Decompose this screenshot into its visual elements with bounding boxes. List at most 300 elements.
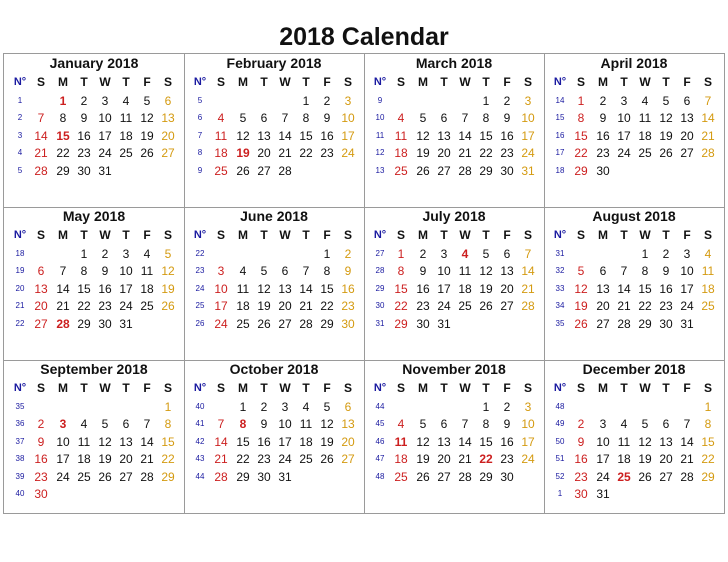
day-cell: 8 <box>704 417 712 432</box>
day-cell: 10 <box>341 111 355 126</box>
week-number: 36 <box>15 419 25 429</box>
day-cell: 8 <box>239 417 247 432</box>
day-cell: 31 <box>98 163 112 178</box>
weekday-label: S <box>163 381 172 395</box>
week-row <box>184 162 364 179</box>
week-number: 39 <box>15 471 25 481</box>
day-cell: 14 <box>140 434 154 449</box>
day-cell: 12 <box>257 281 271 296</box>
week-number: 2 <box>17 113 23 123</box>
day-cell: 18 <box>119 128 133 143</box>
day-cell: 11 <box>394 128 408 143</box>
week-row <box>4 450 184 467</box>
month-block <box>184 207 364 360</box>
day-cell: 20 <box>257 146 271 161</box>
day-cell: 20 <box>278 299 292 314</box>
week-number: 52 <box>555 471 565 481</box>
weekday-label: S <box>523 381 532 395</box>
day-cell: 5 <box>577 264 585 279</box>
month-block <box>364 54 544 207</box>
day-cell: 5 <box>143 94 151 108</box>
day-cell: 24 <box>278 452 292 467</box>
week-number: 25 <box>195 301 205 311</box>
day-cell: 15 <box>161 434 175 449</box>
weekday-header <box>4 73 184 91</box>
week-number: 17 <box>555 148 565 158</box>
weekday-label: T <box>302 381 310 395</box>
day-cell: 5 <box>482 247 490 261</box>
day-cell: 9 <box>503 417 511 432</box>
day-cell: 8 <box>59 111 67 126</box>
week-number: 1 <box>557 489 563 498</box>
day-cell: 3 <box>101 94 109 108</box>
weekday-label: T <box>620 75 628 89</box>
week-number: 20 <box>15 283 25 293</box>
day-cell: 18 <box>638 128 652 143</box>
week-row <box>364 297 544 314</box>
day-cell: 25 <box>140 299 154 314</box>
day-cell: 6 <box>503 247 511 261</box>
day-cell: 9 <box>80 111 88 126</box>
month-block <box>184 54 364 207</box>
day-cell: 2 <box>323 94 331 108</box>
day-cell: 9 <box>599 111 607 126</box>
weekday-header <box>364 379 544 397</box>
week-number: 11 <box>375 130 385 140</box>
week-number: 29 <box>375 283 385 293</box>
week-row <box>4 127 184 144</box>
week-number: 30 <box>375 301 385 311</box>
day-cell: 3 <box>440 247 448 261</box>
day-cell: 19 <box>161 281 175 296</box>
day-cell: 9 <box>37 434 45 449</box>
month-title: February 2018 <box>226 55 322 71</box>
day-cell: 19 <box>416 146 430 161</box>
weekday-header <box>544 379 724 397</box>
weekday-label: S <box>703 228 712 242</box>
weekday-header <box>544 226 724 244</box>
day-cell: 23 <box>34 469 48 484</box>
week-row <box>364 127 544 144</box>
day-cell: 12 <box>416 434 430 449</box>
day-cell: 3 <box>524 94 532 108</box>
day-cell: 27 <box>119 469 133 484</box>
day-cell: 4 <box>239 264 247 279</box>
day-cell: 22 <box>638 299 652 314</box>
week-row <box>184 127 364 144</box>
week-number: 5 <box>17 165 23 175</box>
day-cell: 22 <box>479 452 493 467</box>
day-cell: 25 <box>236 316 250 331</box>
week-number: 9 <box>197 165 203 175</box>
day-cell: 4 <box>122 94 130 108</box>
day-cell: 29 <box>320 316 334 331</box>
day-cell: 30 <box>596 163 610 178</box>
day-cell: 29 <box>638 316 652 331</box>
day-cell: 17 <box>437 281 451 296</box>
day-cell: 4 <box>620 417 628 432</box>
week-number: 45 <box>375 419 385 429</box>
day-cell: 17 <box>521 434 535 449</box>
weekday-label: S <box>36 75 45 89</box>
day-cell: 3 <box>281 400 289 414</box>
day-cell: 1 <box>577 94 585 108</box>
week-number-header: N° <box>553 382 567 394</box>
day-cell: 14 <box>701 111 715 126</box>
day-cell: 14 <box>299 281 313 296</box>
weekday-header <box>184 226 364 244</box>
week-number: 4 <box>17 148 23 158</box>
month-block <box>544 54 724 207</box>
week-number: 48 <box>375 471 385 481</box>
weekday-label: W <box>279 75 291 89</box>
week-row <box>4 297 184 314</box>
day-cell: 5 <box>239 111 247 126</box>
day-cell: 13 <box>680 111 694 126</box>
week-number: 22 <box>15 318 25 328</box>
day-cell: 28 <box>617 316 631 331</box>
day-cell: 22 <box>574 146 588 161</box>
week-row <box>4 485 184 502</box>
day-cell: 25 <box>617 469 631 484</box>
day-cell: 29 <box>479 469 493 484</box>
day-cell: 8 <box>397 264 405 279</box>
weekday-label: S <box>523 75 532 89</box>
week-row <box>4 262 184 279</box>
day-cell: 1 <box>704 400 712 414</box>
day-cell: 2 <box>344 247 352 261</box>
day-cell: 21 <box>56 299 70 314</box>
day-cell: 2 <box>419 247 427 261</box>
day-cell: 20 <box>437 452 451 467</box>
day-cell: 6 <box>662 417 670 432</box>
day-cell: 7 <box>281 111 289 126</box>
weekday-label: F <box>323 75 331 89</box>
day-cell: 5 <box>323 400 331 414</box>
day-cell: 6 <box>281 264 289 279</box>
day-cell: 25 <box>458 299 472 314</box>
weekday-label: T <box>80 228 88 242</box>
week-number: 42 <box>195 436 205 446</box>
day-cell: 9 <box>101 264 109 279</box>
day-cell: 29 <box>56 163 70 178</box>
month-block <box>4 360 184 513</box>
week-row <box>4 315 184 332</box>
day-cell: 6 <box>440 417 448 432</box>
day-cell: 23 <box>98 299 112 314</box>
day-cell: 15 <box>479 434 493 449</box>
day-cell: 7 <box>620 264 628 279</box>
week-row <box>184 144 364 161</box>
day-cell: 16 <box>500 434 514 449</box>
day-cell: 20 <box>119 452 133 467</box>
day-cell: 1 <box>164 400 172 414</box>
week-row <box>364 109 544 126</box>
day-cell: 16 <box>500 128 514 143</box>
week-number: 47 <box>375 454 385 464</box>
month-block <box>184 360 364 513</box>
weekday-label: S <box>36 381 45 395</box>
day-cell: 14 <box>214 434 228 449</box>
day-cell: 11 <box>458 264 472 279</box>
day-cell: 9 <box>503 111 511 126</box>
month-title: July 2018 <box>422 208 486 224</box>
week-row <box>4 109 184 126</box>
day-cell: 4 <box>397 417 405 432</box>
day-cell: 6 <box>122 417 130 432</box>
week-number-header: N° <box>193 229 207 241</box>
day-cell: 23 <box>500 146 514 161</box>
weekday-header <box>184 379 364 397</box>
week-row <box>184 450 364 467</box>
week-row <box>4 92 184 109</box>
week-row <box>364 433 544 450</box>
day-cell: 12 <box>140 111 154 126</box>
day-cell: 2 <box>577 417 585 432</box>
day-cell: 19 <box>140 128 154 143</box>
weekday-label: M <box>418 381 428 395</box>
month-block <box>364 360 544 513</box>
day-cell: 6 <box>440 111 448 126</box>
day-cell: 26 <box>416 469 430 484</box>
weekday-header <box>4 226 184 244</box>
week-row <box>544 280 724 297</box>
day-cell: 18 <box>458 281 472 296</box>
day-cell: 12 <box>638 434 652 449</box>
day-cell: 1 <box>302 94 310 108</box>
day-cell: 7 <box>302 264 310 279</box>
day-cell: 16 <box>77 128 91 143</box>
day-cell: 22 <box>77 299 91 314</box>
day-cell: 19 <box>416 452 430 467</box>
week-row <box>4 245 184 262</box>
week-number: 26 <box>195 318 205 328</box>
day-cell: 28 <box>299 316 313 331</box>
day-cell: 17 <box>521 128 535 143</box>
day-cell: 23 <box>341 299 355 314</box>
day-cell: 29 <box>479 163 493 178</box>
week-number-header: N° <box>13 76 27 88</box>
day-cell: 16 <box>574 452 588 467</box>
day-cell: 13 <box>34 281 48 296</box>
week-row <box>184 262 364 279</box>
day-cell: 10 <box>56 434 70 449</box>
day-cell: 12 <box>161 264 175 279</box>
weekday-label: M <box>238 75 248 89</box>
weekday-label: T <box>260 228 268 242</box>
day-cell: 31 <box>437 316 451 331</box>
week-number: 27 <box>375 249 385 258</box>
day-cell: 31 <box>596 487 610 501</box>
weekday-label: M <box>418 228 428 242</box>
day-cell: 25 <box>119 146 133 161</box>
day-cell: 27 <box>500 299 514 314</box>
day-cell: 24 <box>617 146 631 161</box>
week-number: 40 <box>195 402 205 411</box>
week-number: 14 <box>555 96 565 105</box>
week-row <box>544 450 724 467</box>
week-number: 16 <box>555 130 565 140</box>
week-number: 46 <box>375 436 385 446</box>
week-number: 7 <box>197 130 203 140</box>
day-cell: 9 <box>260 417 268 432</box>
day-cell: 19 <box>479 281 493 296</box>
weekday-label: W <box>459 75 471 89</box>
day-cell: 6 <box>344 400 352 414</box>
weekday-header <box>4 379 184 397</box>
day-cell: 8 <box>164 417 172 432</box>
weekday-label: F <box>323 228 331 242</box>
day-cell: 13 <box>119 434 133 449</box>
day-cell: 5 <box>641 417 649 432</box>
day-cell: 1 <box>80 247 88 261</box>
day-cell: 11 <box>77 434 91 449</box>
week-row <box>544 468 724 485</box>
day-cell: 20 <box>500 281 514 296</box>
day-cell: 11 <box>617 434 631 449</box>
weekday-label: M <box>58 381 68 395</box>
day-cell: 13 <box>161 111 175 126</box>
day-cell: 30 <box>659 316 673 331</box>
day-cell: 12 <box>236 128 250 143</box>
weekday-label: M <box>418 75 428 89</box>
week-row <box>184 468 364 485</box>
day-cell: 10 <box>98 111 112 126</box>
day-cell: 28 <box>278 163 292 178</box>
day-cell: 1 <box>239 400 247 414</box>
weekday-label: T <box>80 75 88 89</box>
week-row <box>544 144 724 161</box>
day-cell: 21 <box>34 146 48 161</box>
day-cell: 27 <box>257 163 271 178</box>
day-cell: 6 <box>37 264 45 279</box>
day-cell: 13 <box>278 281 292 296</box>
day-cell: 21 <box>701 128 715 143</box>
week-row <box>184 398 364 415</box>
day-cell: 10 <box>119 264 133 279</box>
weekday-label: M <box>238 228 248 242</box>
day-cell: 10 <box>521 417 535 432</box>
day-cell: 25 <box>394 469 408 484</box>
week-row <box>544 415 724 432</box>
day-cell: 21 <box>278 146 292 161</box>
day-cell: 14 <box>278 128 292 143</box>
day-cell: 23 <box>659 299 673 314</box>
weekday-label: T <box>122 381 130 395</box>
week-number-header: N° <box>13 229 27 241</box>
day-cell: 7 <box>461 417 469 432</box>
week-row <box>544 433 724 450</box>
day-cell: 15 <box>701 434 715 449</box>
weekday-label: S <box>163 75 172 89</box>
day-cell: 13 <box>659 434 673 449</box>
week-row <box>364 315 544 332</box>
weekday-label: F <box>143 228 151 242</box>
day-cell: 17 <box>596 452 610 467</box>
weekday-label: S <box>576 228 585 242</box>
day-cell: 11 <box>214 128 228 143</box>
day-cell: 15 <box>394 281 408 296</box>
day-cell: 13 <box>437 434 451 449</box>
day-cell: 28 <box>140 469 154 484</box>
day-cell: 25 <box>299 452 313 467</box>
day-cell: 11 <box>119 111 133 126</box>
weekday-label: T <box>482 381 490 395</box>
weekday-label: W <box>279 381 291 395</box>
day-cell: 10 <box>214 281 228 296</box>
day-cell: 29 <box>394 316 408 331</box>
day-cell: 21 <box>617 299 631 314</box>
week-number: 5 <box>197 96 203 105</box>
day-cell: 7 <box>461 111 469 126</box>
day-cell: 7 <box>143 417 151 432</box>
week-row <box>4 280 184 297</box>
day-cell: 5 <box>419 111 427 126</box>
day-cell: 25 <box>77 469 91 484</box>
weekday-label: T <box>302 228 310 242</box>
day-cell: 2 <box>260 400 268 414</box>
day-cell: 17 <box>214 299 228 314</box>
day-cell: 17 <box>278 434 292 449</box>
day-cell: 3 <box>524 400 532 414</box>
day-cell: 26 <box>140 146 154 161</box>
week-row <box>364 245 544 262</box>
day-cell: 13 <box>500 264 514 279</box>
day-cell: 2 <box>101 247 109 261</box>
week-row <box>364 162 544 179</box>
weekday-label: W <box>99 381 111 395</box>
day-cell: 18 <box>701 281 715 296</box>
day-cell: 21 <box>214 452 228 467</box>
week-row <box>184 280 364 297</box>
day-cell: 15 <box>320 281 334 296</box>
day-cell: 12 <box>574 281 588 296</box>
day-cell: 20 <box>437 146 451 161</box>
day-cell: 6 <box>164 94 172 108</box>
day-cell: 27 <box>680 146 694 161</box>
day-cell: 29 <box>236 469 250 484</box>
day-cell: 22 <box>161 452 175 467</box>
weekday-label: T <box>620 381 628 395</box>
day-cell: 21 <box>299 299 313 314</box>
week-number: 40 <box>15 489 25 498</box>
day-cell: 23 <box>77 146 91 161</box>
day-cell: 5 <box>419 417 427 432</box>
weekday-label: T <box>440 381 448 395</box>
week-number: 33 <box>555 283 565 293</box>
weekday-label: F <box>503 228 511 242</box>
week-row <box>364 415 544 432</box>
day-cell: 19 <box>236 146 250 161</box>
week-number: 44 <box>375 402 385 411</box>
day-cell: 26 <box>416 163 430 178</box>
week-number: 28 <box>375 266 385 276</box>
week-row <box>184 433 364 450</box>
week-row <box>544 485 724 502</box>
day-cell: 6 <box>260 111 268 126</box>
weekday-label: F <box>143 381 151 395</box>
day-cell: 20 <box>34 299 48 314</box>
weekday-label: S <box>216 228 225 242</box>
week-number: 15 <box>555 113 565 123</box>
day-cell: 30 <box>341 316 355 331</box>
page-title: 2018 Calendar <box>279 23 449 51</box>
weekday-label: S <box>576 75 585 89</box>
month-title: March 2018 <box>415 55 493 71</box>
week-number: 48 <box>555 402 565 411</box>
day-cell: 3 <box>683 247 691 261</box>
day-cell: 13 <box>257 128 271 143</box>
